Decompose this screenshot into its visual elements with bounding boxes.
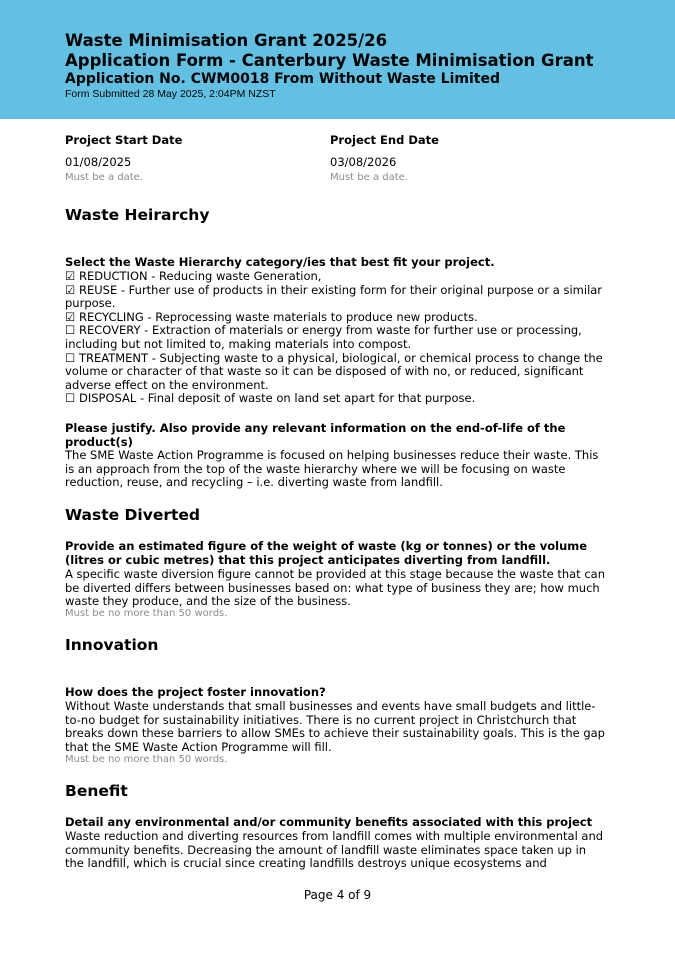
justify-answer: The SME Waste Action Programme is focused on helping businesses reduce their waste. This is an approach from the top of the waste hierarchy where we will be focusing on waste reduction, reuse, and recycling – i.e. diverting waste from landfill.	[65, 448, 599, 490]
start-date-hint: Must be a date.	[65, 172, 143, 183]
hierarchy-option-reuse: ☑ REUSE - Further use of products in their existing form for their original purpose or a similar purpose.	[65, 282, 603, 311]
hierarchy-question: Select the Waste Hierarchy category/ies that best fit your project.	[65, 255, 495, 269]
justify-question: Please justify. Also provide any relevant information on the end-of-life of the product(s)	[65, 421, 566, 449]
checked-box-icon: ☑	[65, 269, 76, 283]
submitted-timestamp: Form Submitted 28 May 2025, 2:04PM NZST	[65, 88, 276, 100]
start-date-label: Project Start Date	[65, 133, 183, 147]
end-date-hint: Must be a date.	[330, 172, 408, 183]
grant-title: Waste Minimisation Grant 2025/26	[65, 31, 388, 50]
form-header	[0, 0, 675, 119]
innovation-heading: Innovation	[65, 636, 159, 654]
end-date-label: Project End Date	[330, 133, 439, 147]
checked-box-icon: ☑	[65, 282, 76, 297]
page-number: Page 4 of 9	[303, 888, 372, 902]
hierarchy-option-treatment: ☐ TREATMENT - Subjecting waste to a physical, biological, or chemical process to change the volume or character of that waste so it can be disposed of with no, or reduced, significant adverse effect on the environment.	[65, 350, 603, 392]
benefit-heading: Benefit	[65, 782, 128, 800]
start-date-value: 01/08/2025	[65, 155, 132, 169]
unchecked-box-icon: ☐	[65, 350, 76, 365]
hierarchy-option-disposal: ☐ DISPOSAL - Final deposit of waste on land set apart for that purpose.	[65, 391, 476, 406]
benefit-answer: Waste reduction and diverting resources from landfill comes with multiple environmental and community benefits. Decreasing the amount of landfill waste eliminates space taken up in the landfill, which is crucial since creating landfills destroys unique ecosystems and	[65, 829, 604, 871]
waste-hierarchy-heading: Waste Heirarchy	[65, 206, 210, 224]
unchecked-box-icon: ☐	[65, 323, 76, 338]
hierarchy-option-recovery: ☐ RECOVERY - Extraction of materials or energy from waste for further use or processing, including but not limited to, making materials into compost.	[65, 323, 582, 351]
waste-diverted-heading: Waste Diverted	[65, 506, 201, 524]
end-date-value: 03/08/2026	[330, 155, 397, 169]
hierarchy-option-reduction: ☑ REDUCTION - Reducing waste Generation,	[65, 269, 322, 283]
application-number: Application No. CWM0018 From Without Waste Limited	[65, 71, 500, 87]
diverted-answer: A specific waste diversion figure cannot be provided at this stage because the waste that can be diverted differs between businesses based on: what type of business they are; how much waste they produce, and the size of the business.	[65, 567, 606, 609]
diverted-word-limit-hint: Must be no more than 50 words.	[65, 608, 228, 619]
benefit-question: Detail any environmental and/or community benefits associated with this project	[65, 815, 593, 829]
innovation-answer: Without Waste understands that small businesses and events have small budgets and little-to-no budget for sustainability initiatives. There is no current project in Christchurch that breaks down these barriers to allow SMEs to achieve their sustainability goals. This is the gap that the SME Waste Action Programme will fill.	[65, 699, 605, 754]
innovation-question: How does the project foster innovation?	[65, 685, 326, 699]
checked-box-icon: ☑	[65, 309, 76, 324]
hierarchy-option-recycling: ☑ RECYCLING - Reprocessing waste materials to produce new products.	[65, 309, 478, 324]
diverted-question: Provide an estimated figure of the weight of waste (kg or tonnes) or the volume (litres or cubic metres) that this project anticipates diverting from landfill.	[65, 539, 588, 567]
form-subtitle: Application Form - Canterbury Waste Minimisation Grant	[65, 51, 594, 70]
hierarchy-options-list	[65, 270, 605, 406]
innovation-word-limit-hint: Must be no more than 50 words.	[65, 754, 228, 765]
unchecked-box-icon: ☐	[65, 391, 76, 406]
